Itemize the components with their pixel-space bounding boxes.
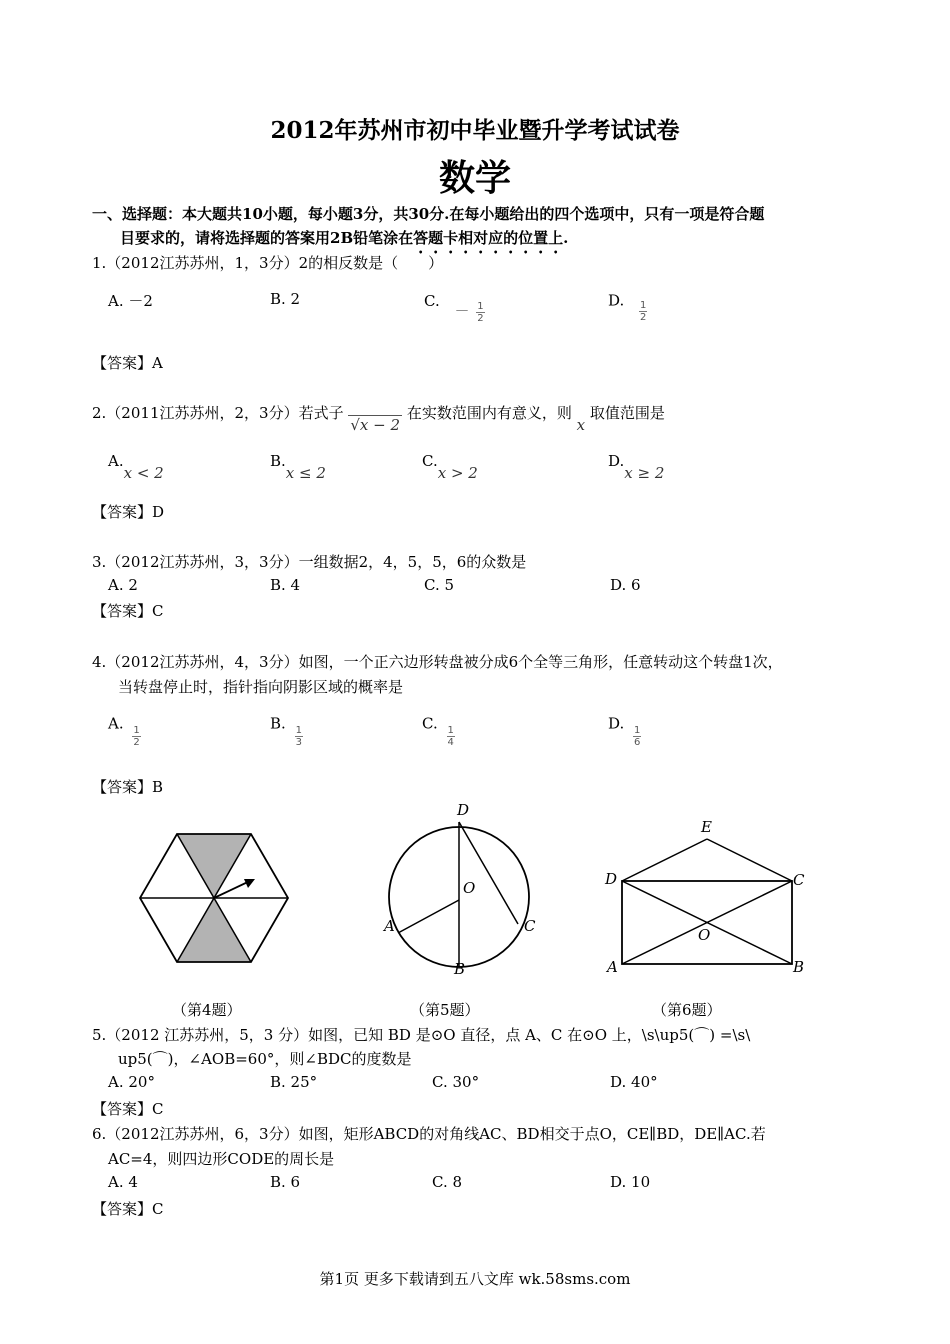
label-d: D [605, 870, 618, 888]
figure-5-caption: （第5题） [410, 1001, 480, 1019]
figure-6-rectangle [600, 815, 815, 975]
q1-answer: 【答案】A [92, 354, 163, 372]
exam-title: 2012年苏州市初中毕业暨升学考试试卷 [270, 117, 680, 144]
q4-option-d: D. $\frac{1}{6}$ [608, 714, 641, 748]
q3-option-c: C. 5 [424, 576, 455, 594]
var-x: x [576, 416, 586, 434]
label-c: C [793, 871, 805, 889]
label-o: O [463, 879, 476, 897]
q4-option-b: B. $\frac{1}{3}$ [270, 714, 302, 748]
radius-oa [398, 900, 459, 933]
q2-option-d: D.x ≥ 2 [608, 452, 665, 482]
label-b: B [793, 958, 805, 976]
label-d: D [457, 801, 470, 819]
q4-option-a: A. $\frac{1}{2}$ [108, 714, 140, 748]
chord-dc [459, 822, 518, 924]
q6-answer: 【答案】C [92, 1200, 164, 1218]
segment-ec [707, 839, 792, 881]
q3-answer: 【答案】C [92, 602, 164, 620]
q4-option-c: C. $\frac{1}{4}$ [422, 714, 454, 748]
q3-option-b: B. 4 [270, 576, 301, 594]
q1-option-c: C. － $\frac{1}{2}$ [424, 292, 484, 324]
label-b: B [454, 960, 466, 978]
question-6-stem-line1: 6.（2012江苏苏州，6，3分）如图，矩形ABCD的对角线AC、BD相交于点O，CE∥BD，DE∥AC.若 [92, 1125, 766, 1143]
question-5-stem-line1: 5.（2012 江苏苏州，5，3 分）如图，已知 BD 是⊙O 直径，点 A、C 在⊙O 上，\s\up5(⌒) =\s\ [92, 1026, 751, 1044]
question-3-stem: 3.（2012江苏苏州，3，3分）一组数据2，4，5，5，6的众数是 [92, 553, 527, 571]
section-heading-line1: 一、选择题：本大题共10小题，每小题3分，共30分.在每小题给出的四个选项中，只有一项是符合题 [92, 205, 765, 223]
q3-option-a: A. 2 [108, 576, 138, 594]
question-4-stem-line2: 当转盘停止时，指针指向阴影区域的概率是 [118, 678, 404, 696]
segment-de [622, 839, 707, 881]
q6-option-c: C. 8 [432, 1173, 463, 1191]
q6-option-a: A. 4 [108, 1173, 138, 1191]
section-heading-line2: 目要求的，请将选择题的答案用2B铅笔涂在答题卡相对应的位置上. [120, 229, 569, 247]
figure-4-caption: （第4题） [172, 1001, 242, 1019]
question-6-stem-line2: AC=4，则四边形CODE的周长是 [108, 1150, 335, 1168]
q3-option-d: D. 6 [610, 576, 641, 594]
label-c: C [524, 917, 536, 935]
question-2-stem: 2.（2011江苏苏州，2，3分）若式子 √x − 2 在实数范围内有意义，则 x 取值范围是 [92, 404, 665, 434]
q2-answer: 【答案】D [92, 503, 165, 521]
q2-option-c: C.x > 2 [422, 452, 478, 482]
q5-answer: 【答案】C [92, 1100, 164, 1118]
q6-option-b: B. 6 [270, 1173, 301, 1191]
q5-option-c: C. 30° [432, 1073, 480, 1091]
q5-option-b: B. 25° [270, 1073, 318, 1091]
label-e: E [701, 818, 712, 836]
question-5-stem-line2: up5(⌒)，∠AOB=60°，则∠BDC的度数是 [118, 1050, 412, 1068]
section-heading [92, 202, 872, 257]
subject-title: 数学 [438, 157, 511, 199]
q1-option-b: B. 2 [270, 290, 301, 308]
q2-option-a: A.x < 2 [108, 452, 164, 482]
figure-5-circle [380, 800, 540, 980]
q4-answer: 【答案】B [92, 778, 164, 796]
q2-option-b: B.x ≤ 2 [270, 452, 326, 482]
page-footer: 第1页 更多下载请到五八文库 wk.58sms.com [319, 1270, 631, 1288]
sqrt-expression: √x − 2 [350, 416, 401, 434]
q1-option-d: D. $\frac{1}{2}$ [608, 291, 647, 323]
shaded-triangle-top [177, 834, 251, 898]
q5-option-d: D. 40° [610, 1073, 658, 1091]
figure-6-caption: （第6题） [652, 1001, 722, 1019]
question-1-stem: 1.（2012江苏苏州，1，3分）2的相反数是（ ） [92, 254, 444, 272]
dotted-emphasis: 答题卡相对应的位置上 [413, 229, 564, 247]
label-a: A [607, 958, 618, 976]
q6-option-d: D. 10 [610, 1173, 651, 1191]
figure-4-hexagon [140, 830, 300, 965]
shaded-triangle-bottom [177, 898, 251, 962]
q5-option-a: A. 20° [108, 1073, 155, 1091]
question-4-stem-line1: 4.（2012江苏苏州，4，3分）如图，一个正六边形转盘被分成6个全等三角形，任意转动这个转盘1次， [92, 653, 783, 671]
q1-option-a: A. －2 [108, 292, 153, 310]
label-a: A [384, 917, 395, 935]
label-o: O [698, 926, 711, 944]
